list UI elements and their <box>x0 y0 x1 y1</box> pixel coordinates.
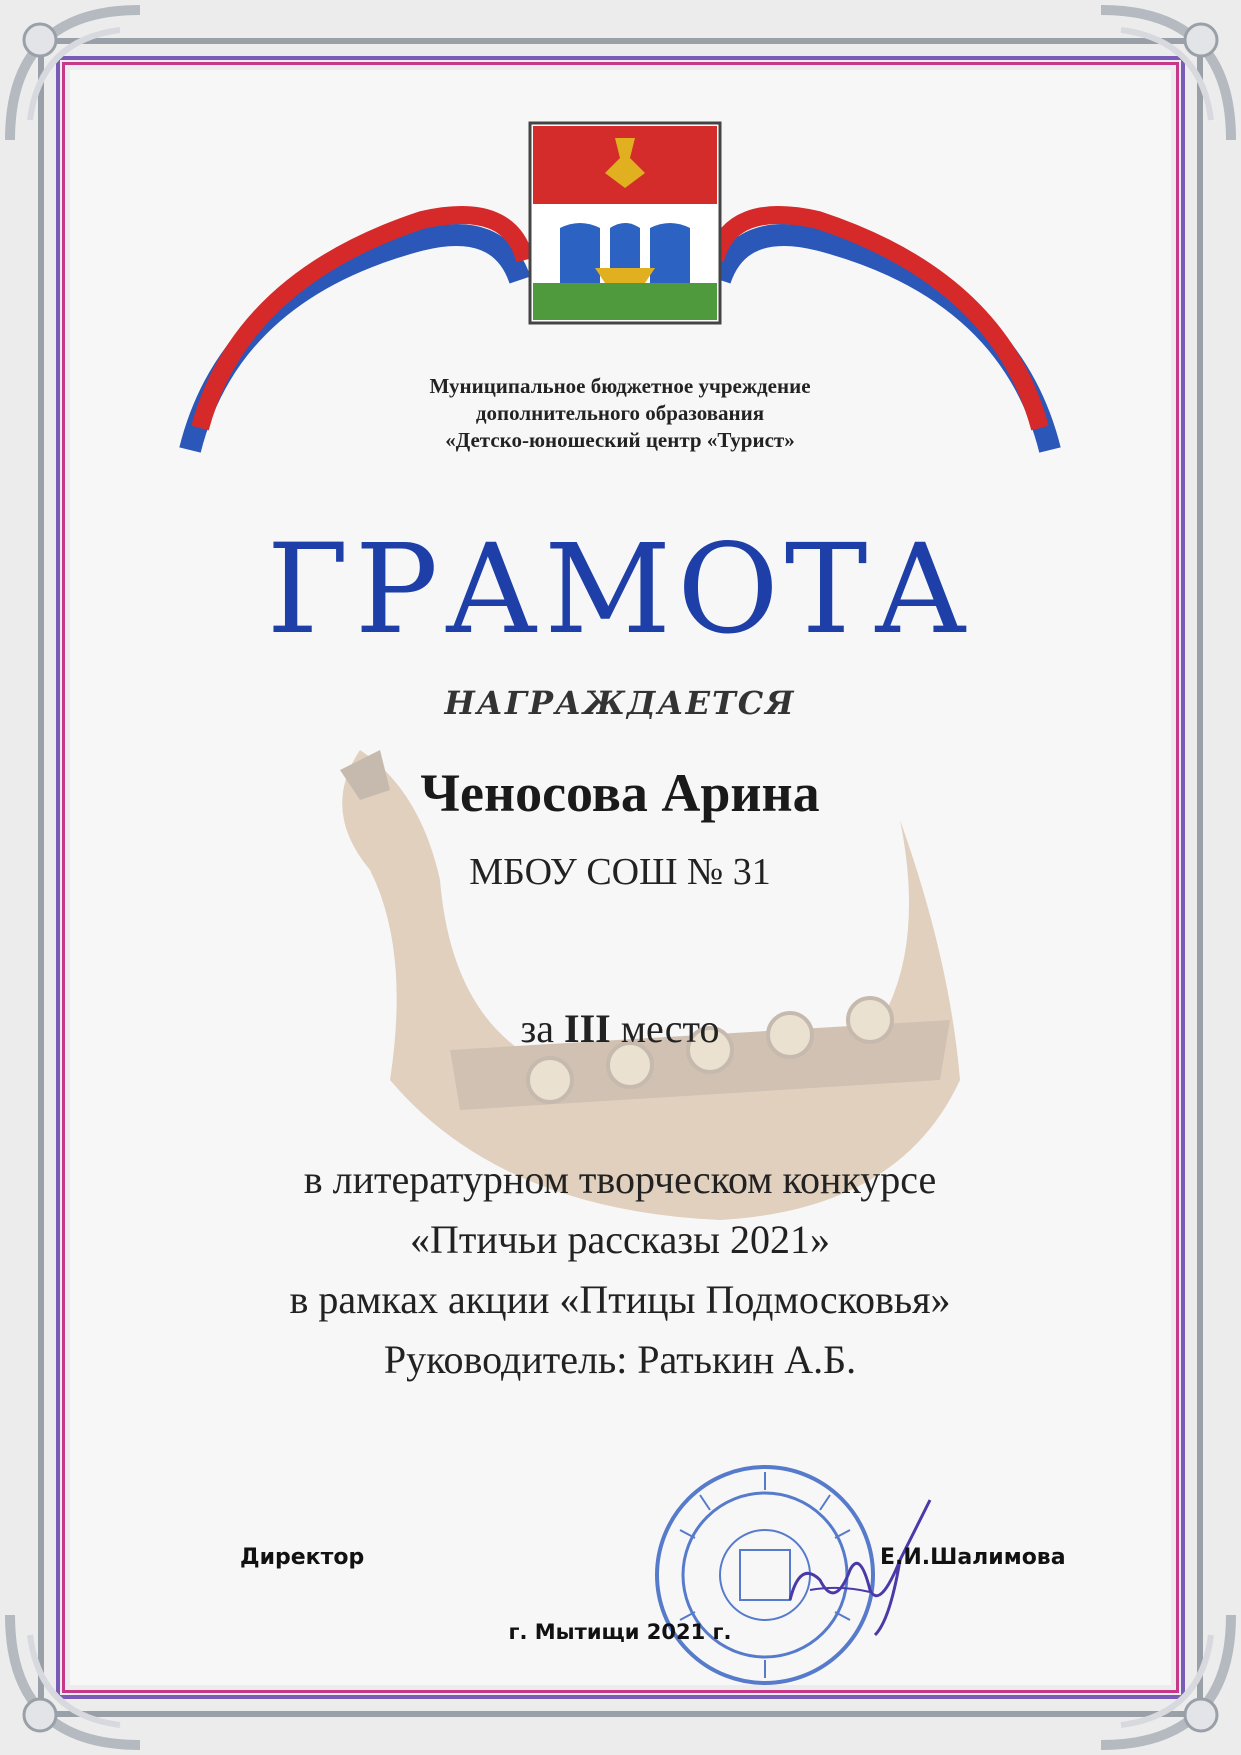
corner-ornament-icon <box>0 0 150 150</box>
supervisor-line: Руководитель: Ратькин А.Б. <box>383 1337 857 1382</box>
description-line: «Птичьи рассказы 2021» <box>409 1217 831 1262</box>
corner-ornament-icon <box>1091 1605 1241 1755</box>
certificate-subtitle: НАГРАЖДАЕТСЯ <box>444 684 796 722</box>
organization-line: «Детско-юношеский центр «Турист» <box>445 428 795 452</box>
description-line: в литературном творческом конкурсе <box>303 1157 937 1202</box>
place-value: III <box>564 1006 611 1051</box>
description-line: в рамках акции «Птицы Подмосковья» <box>289 1277 951 1322</box>
director-name: Е.И.Шалимова <box>880 1545 1066 1570</box>
award-place <box>320 1005 920 1052</box>
recipient-name: Ченосова Арина <box>420 763 820 823</box>
organization-line: дополнительного образования <box>475 401 765 425</box>
city-year: г. Мытищи 2021 г. <box>508 1620 732 1644</box>
organization-line: Муниципальное бюджетное учреждение <box>429 374 811 398</box>
corner-ornament-icon <box>1091 0 1241 150</box>
certificate-title: ГРАМОТА <box>266 518 974 662</box>
coat-of-arms-icon <box>520 118 730 328</box>
award-description <box>120 1150 1120 1390</box>
place-prefix: за <box>520 1006 555 1051</box>
organization-header <box>320 373 920 454</box>
director-label: Директор <box>240 1545 365 1570</box>
corner-ornament-icon <box>0 1605 150 1755</box>
recipient-school: МБОУ СОШ № 31 <box>469 851 771 893</box>
place-suffix: место <box>620 1006 720 1051</box>
